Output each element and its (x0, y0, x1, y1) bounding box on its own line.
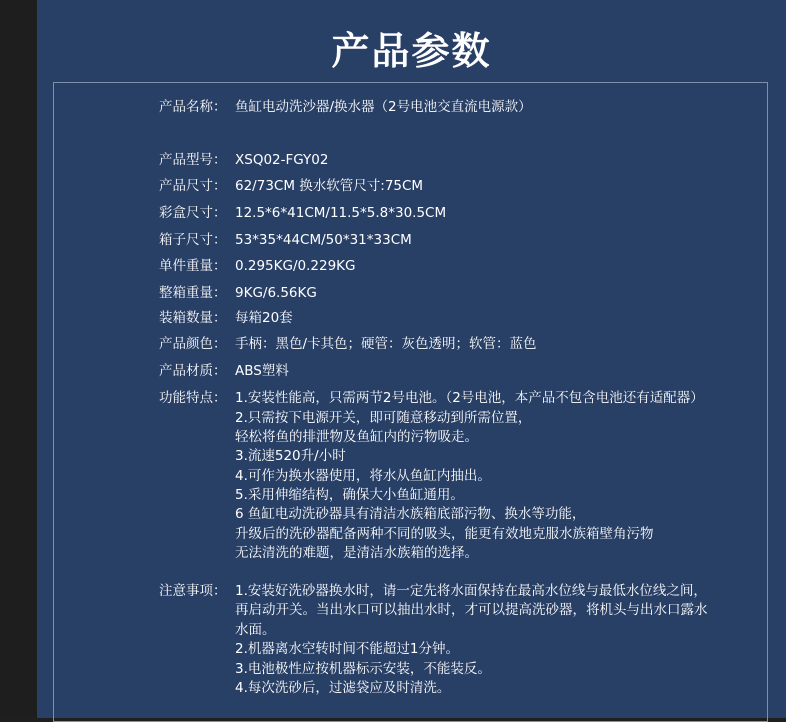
spec-value: 手柄：黑色/卡其色；硬管：灰色透明；软管：蓝色 (235, 336, 537, 352)
spec-value: 鱼缸电动洗沙器/换水器（2号电池交直流电源款） (235, 99, 532, 115)
page-title: 产品参数 (331, 29, 492, 73)
note-line: 3.电池极性应按机器标示安装，不能装反。 (235, 661, 491, 677)
spec-label: 单件重量： (159, 258, 227, 274)
spec-value: ABS塑料 (235, 363, 289, 379)
spec-row-model (159, 150, 328, 170)
features-section (159, 388, 235, 408)
spec-row-name (159, 97, 532, 117)
spec-row-carton-size (159, 230, 412, 250)
feature-line: 3.流速520升/小时 (235, 448, 346, 464)
note-line: 水面。 (235, 622, 276, 638)
spec-label: 箱子尺寸： (159, 232, 227, 248)
note-line: 2.机器离水空转时间不能超过1分钟。 (235, 641, 459, 657)
spec-label: 产品型号： (159, 152, 227, 168)
spec-value: XSQ02-FGY02 (235, 152, 329, 168)
spec-label: 装箱数量： (159, 310, 227, 326)
spec-row-material (159, 361, 289, 381)
feature-line: 4.可作为换水器使用，将水从鱼缸内抽出。 (235, 468, 491, 484)
features-label: 功能特点： (159, 390, 227, 406)
spec-label: 产品材质： (159, 363, 227, 379)
feature-line: 无法清洗的难题，是清洁水族箱的选择。 (235, 545, 478, 561)
note-line: 再启动开关。当出水口可以抽出水时，才可以提高洗砂器，将机头与出水口露水 (235, 602, 708, 618)
spec-value: 每箱20套 (235, 310, 293, 326)
spec-label: 彩盒尺寸： (159, 205, 227, 221)
spec-row-carton-weight (159, 283, 317, 303)
spec-row-quantity (159, 308, 293, 328)
spec-value: 0.295KG/0.229KG (235, 258, 356, 274)
note-line: 4.每次洗砂后，过滤袋应及时清洗。 (235, 680, 451, 696)
spec-value: 53*35*44CM/50*31*33CM (235, 232, 412, 248)
spec-label: 产品名称： (159, 99, 227, 115)
feature-line: 1.安装性能高，只需两节2号电池。（2号电池，本产品不包含电池还有适配器） (235, 390, 704, 406)
notes-section (159, 581, 235, 601)
product-params-panel (37, 0, 786, 718)
spec-row-unit-weight (159, 256, 355, 276)
feature-line: 2.只需按下电源开关，即可随意移动到所需位置， (235, 410, 532, 426)
feature-line: 轻松将鱼的排泄物及鱼缸内的污物吸走。 (235, 429, 478, 445)
feature-line: 6 鱼缸电动洗砂器具有清洁水族箱底部污物、换水等功能， (235, 506, 586, 522)
spec-value: 9KG/6.56KG (235, 285, 317, 301)
spec-value: 12.5*6*41CM/11.5*5.8*30.5CM (235, 205, 447, 221)
spec-row-color (159, 334, 537, 354)
spec-label: 整箱重量： (159, 285, 227, 301)
feature-line: 5.采用伸缩结构，确保大小鱼缸通用。 (235, 487, 464, 503)
spec-row-size (159, 176, 423, 196)
left-margin-strip (0, 0, 37, 718)
notes-label: 注意事项： (159, 583, 227, 599)
feature-line: 升级后的洗砂器配备两种不同的吸头，能更有效地克服水族箱壁角污物 (235, 526, 654, 542)
spec-value: 62/73CM 换水软管尺寸:75CM (235, 178, 424, 194)
spec-row-box-size (159, 203, 446, 223)
note-line: 1.安装好洗砂器换水时，请一定先将水面保持在最高水位线与最低水位线之间， (235, 583, 707, 599)
spec-label: 产品尺寸： (159, 178, 227, 194)
spec-label: 产品颜色： (159, 336, 227, 352)
